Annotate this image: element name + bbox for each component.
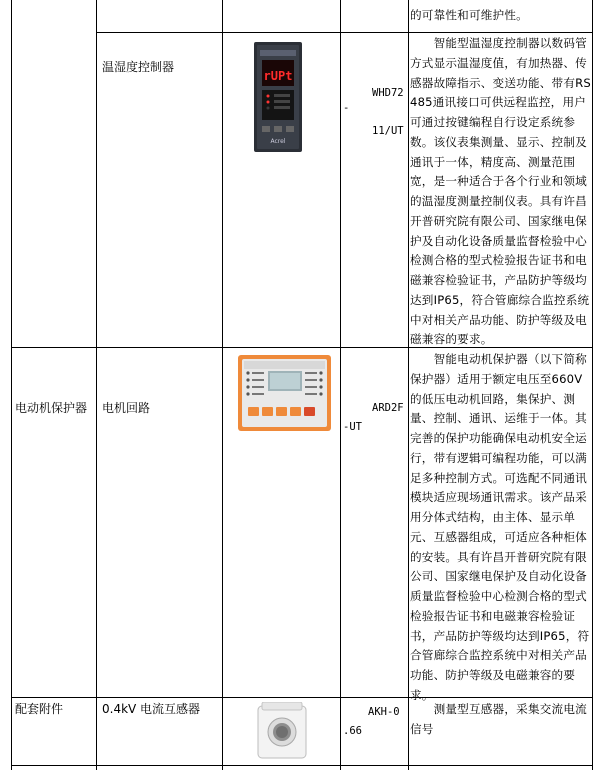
row1-description: 智能型温湿度控制器以数码管方式显示温湿度值，有加热器、传感器故障指示、变送功能、带有RS485通讯接口可供远程监控，用户可通过按键编程自行设定系统参数。该仪表集测量、显示、控制及通讯于一体，精度高、测量范围宽，是一种适合于各个行业和领域的温湿度测量控制仪表。具有许昌开普研究院有限公司、国家继电保护及自动化设备质量监督检验中心检测合格的型式检验报告证书和电磁兼容检验证书，产品防护等级均达到IP65，符合管廊综合监控系统中对相关产品功能、防护等级及电磁兼容的要求。 — [410, 36, 591, 347]
row0-description-tail: 的可靠性和可维护性。 — [410, 8, 528, 22]
row1-product-name: 温湿度控制器 — [102, 60, 175, 74]
row2-description: 智能电动机保护器（以下简称保护器）适用于额定电压至660V 的低压电动机回路，集保护、测量、控制、通讯、运维于一体。其完善的保护功能确保电动机安全运行，带有逻辑可编程功能，可以满足多种控制方式。可选配不同通讯模块适应现场通讯需求。该产品采用分体式结构，由主体、显示单元、互感器组成，可适应各种柜体的安装。具有许昌开普研究院有限公司、国家继电保护及自动化设备质量监督检验中心检测合格的型式检验报告证书和电磁兼容检验证书，产品防护等级均达到IP65，符合管廊综合监控系统中对相关产品功能、防护等级及电磁兼容的要求。 — [410, 352, 590, 702]
row3-description: 测量型互感器，采集交流电流信号 — [410, 702, 587, 736]
row2-model-line1: ARD2F — [372, 402, 404, 414]
row2-category: 电动机保护器 — [15, 401, 88, 415]
row1-model-dash: - — [343, 102, 350, 114]
row2-product-name: 电机回路 — [102, 401, 151, 415]
temp-humidity-controller-image — [254, 42, 302, 152]
row1-model-line2: 11/UT — [372, 125, 404, 137]
row3-model-line2: .66 — [343, 725, 362, 737]
device-logo: Acrel — [270, 138, 286, 145]
row1-model-line1: WHD72 — [372, 87, 404, 99]
row2-model-line2: -UT — [343, 421, 362, 433]
device-display-readout: rUPt — [263, 69, 293, 83]
current-transformer-image — [256, 702, 308, 760]
row3-product-name: 0.4kV 电流互感器 — [102, 702, 201, 716]
row3-model-line1: AKH-0 — [368, 706, 400, 718]
row3-category: 配套附件 — [15, 702, 64, 716]
motor-protector-image — [238, 355, 331, 431]
